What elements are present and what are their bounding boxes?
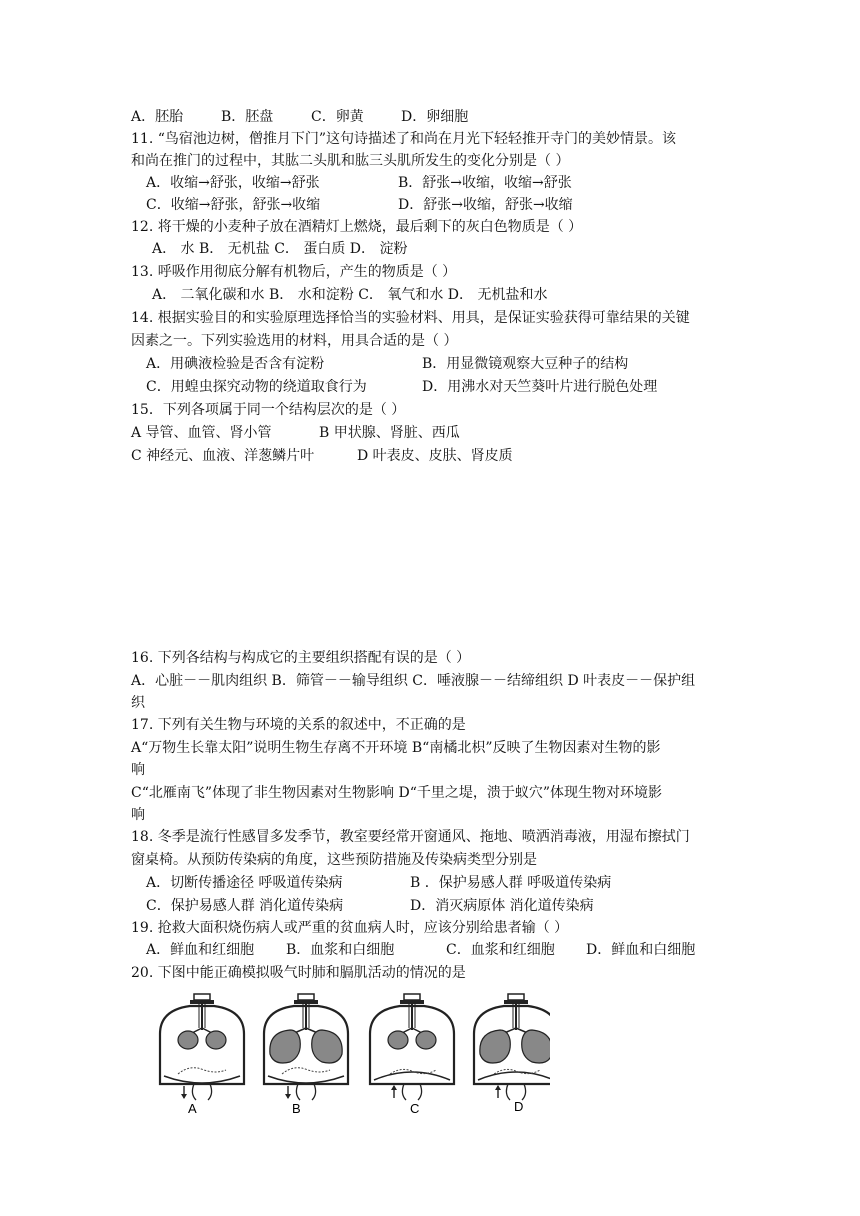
q11-option-d: D．舒张→收缩，舒张→收缩 <box>398 197 573 213</box>
q17-options-a-line1: A“万物生长靠太阳”说明生物生存离不开环境 B“南橘北枳”反映了生物因素对生物的影 <box>131 740 661 756</box>
q14-option-a: A．用碘液检验是否含有淀粉 <box>146 356 325 372</box>
q17-stem: 17. 下列有关生物与环境的关系的叙述中，不正确的是 <box>131 717 466 733</box>
figure-label-c: C <box>410 1101 420 1115</box>
jar-model-a <box>160 994 244 1100</box>
q11-options-row1 <box>146 172 746 194</box>
figure-label-d: D <box>514 1099 524 1114</box>
jar-model-b <box>264 994 348 1100</box>
q14-options-row1 <box>146 353 746 375</box>
jar-model-c <box>370 994 454 1100</box>
q19-option-d: D．鲜血和白细胞 <box>586 942 696 958</box>
q11-stem-line1: 11. “鸟宿池边树，僧推月下门”这句诗描述了和尚在月光下轻轻推开寺门的美妙情景。该 <box>131 131 677 147</box>
q18-stem-line1: 18. 冬季是流行性感冒多发季节，教室要经常开窗通风、拖地、喷洒消毒液，用湿布擦拭门 <box>131 829 690 845</box>
figure-label-b: B <box>292 1101 301 1115</box>
q13-stem: 13. 呼吸作用彻底分解有机物后，产生的物质是（ ） <box>131 264 457 280</box>
q15-option-c: C 神经元、血液、洋葱鳞片叶 <box>131 448 315 464</box>
q14-option-d: D．用沸水对天竺葵叶片进行脱色处理 <box>422 379 658 395</box>
q16-stem: 16. 下列各结构与构成它的主要组织搭配有误的是（ ） <box>131 650 471 666</box>
q15-option-a: A 导管、血管、肾小管 <box>131 425 272 441</box>
q17-options-b-line2: 响 <box>131 807 145 823</box>
q10-option-d: D．卵细胞 <box>401 109 469 125</box>
q18-options-row1 <box>146 872 746 894</box>
q17-options-a-line2: 响 <box>131 762 145 778</box>
q11-options-row2 <box>146 194 746 216</box>
q19-option-b: B．血浆和白细胞 <box>286 942 395 958</box>
q15-option-b: B 甲状腺、肾脏、西瓜 <box>319 425 460 441</box>
q19-stem: 19. 抢救大面积烧伤病人或严重的贫血病人时，应该分别给患者输（ ） <box>131 920 569 936</box>
q18-option-b: B ．保护易感人群 呼吸道传染病 <box>410 875 612 891</box>
q11-option-c: C．收缩→舒张，舒张→收缩 <box>146 197 321 213</box>
q14-options-row2 <box>146 376 746 398</box>
q13-options: A． 二氧化碳和水 B． 水和淀粉 C． 氧气和水 D． 无机盐和水 <box>152 287 548 303</box>
q14-stem-line1: 14. 根据实验目的和实验原理选择恰当的实验材料、用具，是保证实验获得可靠结果的关键 <box>131 310 690 326</box>
q10-option-c: C．卵黄 <box>311 109 364 125</box>
jar-model-d <box>474 994 550 1100</box>
q15-stem: 15．下列各项属于同一个结构层次的是（ ） <box>131 402 406 418</box>
q14-option-c: C．用蝗虫探究动物的绕道取食行为 <box>146 379 367 395</box>
q11-stem-line2: 和尚在推门的过程中，其肱二头肌和肱三头肌所发生的变化分别是（ ） <box>131 153 570 169</box>
q20-stem: 20. 下图中能正确模拟吸气时肺和膈肌活动的情况的是 <box>131 965 466 981</box>
bell-jar-lung-model-figure <box>150 990 550 1115</box>
q18-option-c: C．保护易感人群 消化道传染病 <box>146 898 344 914</box>
q18-stem-line2: 窗桌椅。从预防传染病的角度，这些预防措施及传染病类型分别是 <box>131 852 537 868</box>
q19-option-c: C．血浆和红细胞 <box>446 942 555 958</box>
q15-options-row1 <box>131 422 631 444</box>
q19-options <box>146 939 746 961</box>
q19-option-a: A．鲜血和红细胞 <box>146 942 255 958</box>
q16-options-line1: A．心脏－－肌肉组织 B．筛管－－输导组织 C．唾液腺－－结缔组织 D 叶表皮－－保护组 <box>131 673 696 689</box>
q15-options-row2 <box>131 445 631 467</box>
q18-option-d: D．消灭病原体 消化道传染病 <box>410 898 594 914</box>
q10-option-a: A．胚胎 <box>131 109 184 125</box>
q14-option-b: B．用显微镜观察大豆种子的结构 <box>422 356 629 372</box>
q11-option-b: B．舒张→收缩，收缩→舒张 <box>398 175 572 191</box>
q11-option-a: A．收缩→舒张，收缩→舒张 <box>146 175 320 191</box>
q14-stem-line2: 因素之一。下列实验选用的材料，用具合适的是（ ） <box>131 333 458 349</box>
q10-option-b: B．胚盘 <box>221 109 274 125</box>
q12-stem: 12. 将干燥的小麦种子放在酒精灯上燃烧，最后剩下的灰白色物质是（ ） <box>131 219 583 235</box>
q16-options-line2: 织 <box>131 695 145 711</box>
q15-option-d: D 叶表皮、皮肤、肾皮质 <box>357 448 513 464</box>
q18-options-row2 <box>146 895 746 917</box>
q12-options: A． 水 B． 无机盐 C． 蛋白质 D． 淀粉 <box>152 241 408 257</box>
figure-label-a: A <box>188 1101 197 1115</box>
q18-option-a: A．切断传播途径 呼吸道传染病 <box>146 875 343 891</box>
q17-options-b-line1: C“北雁南飞”体现了非生物因素对生物影响 D“千里之堤，溃于蚁穴”体现生物对环境影 <box>131 785 663 801</box>
